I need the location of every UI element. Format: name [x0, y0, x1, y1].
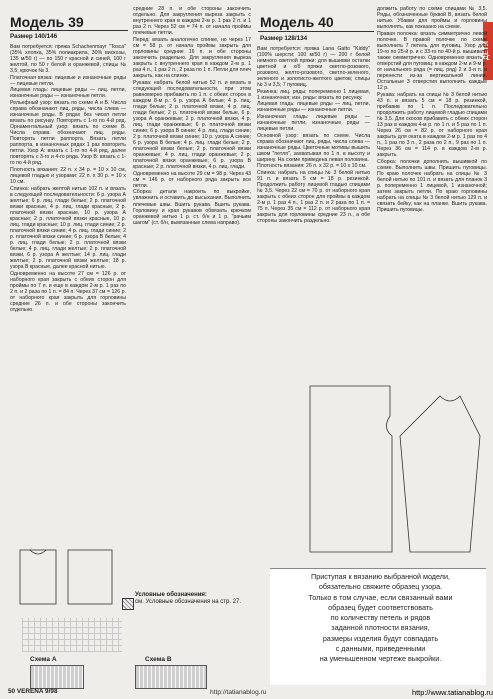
schema-a-chart: [30, 665, 84, 689]
model-39-title: Модель 39: [10, 14, 84, 30]
note-line: с данными, приведенными: [335, 644, 426, 654]
schema-b-chart: [135, 665, 207, 689]
paragraph: Одновременно на высоте 27 см = 126 р. от наборного края закрыть с обеих сторон для проймы по 7 п. и еще в каждом 2-м р. 1 раз по 2 п. и 2 раза по 1 п. = 84 п. Через 37 см = 126 р. от наборного края закрыть для горловины средние 26 п. и обе стороны закончить отдельно.: [10, 270, 126, 314]
sweater-pattern-diagram: [10, 546, 122, 608]
model-39-instructions: [10, 44, 126, 540]
paragraph: Лицевая гладь: лицевые ряды — лиц. петли, изнаночные ряды — изнаночные петли.: [257, 101, 370, 114]
note-line: Только в том случае, если связанный вами: [308, 592, 453, 602]
paragraph: Спинка: набрать на спицы № 3 белой нитью 91 п. и вязать 5 см = 18 р. резинкой. Продолжить работу лицевой гладью спицами № 3,5. Через 22 см = 70 р. от наборного края закрыть с обеих сторон для проймы в каждом 2-м р. 1 раз 4 п., 1 раз 2 п. и 2 раза по 1 п. = 75 п. Через 35 см = 112 р. от наборного края закрыть для горловины средние 23 п., а обе стороны закончить раздельно.: [257, 169, 370, 225]
schema-a-label: Схема А: [30, 656, 57, 663]
note-line: на уменьшенном чертеже выкройки.: [319, 654, 442, 664]
paragraph: Перед: вязать аналогично спинке, но через 17 см = 58 р. от начала проймы закрыть для горловины средние 16 п. и обе стороны закончить раздельно. Для закругления выреза закрыть с внутреннего края в каждом 2-м р. 1 раз 4 п., 1 раз 2 п., 2 раза по 1 п. Петли для плеч закрыть, как на спинке.: [133, 36, 251, 80]
paragraph: Одновременно на высоте 29 см = 98 р. Через 43 см = 146 р. от наборного ряда закрыть все петли.: [133, 170, 251, 189]
paragraph: Вам потребуется: пряжа Lana Gatto "Kiddy" (100% шерсти; 100 м/50 г) — 200 г белой немного светлой пряжи: для вышивки остатки цветной и х/б пряжи светло-розового, розового, желто-розового, светло-зеленого, зеленого и золотисто-желтого цветов; спицы № 3 и 3,5; 7 пуговиц.: [257, 46, 370, 89]
paragraph: Спинка: набрать желтой нитью 102 п. и вязать в следующей последовательности: 6 р. узора А желтые; 6 р. лиц. глади белые; 2 р. платочной вязки красные, 4 р. лиц. глади красные, 2 р. платочной вязки красные, 10 р. узора А красные; 2 р. платочной вязки красные, 10 р. лиц. глади красные; 10 р. лиц. глади синие; 2 р. платочной вязки синие; 4 р. лиц. глади синие; 2 р. платочной вязки синие; 6 р. узора В белые; 4 р. лиц. глади белые; 2 р. платочной вязки белые; 4 р. лиц. глади желтые; 2 р. платочной вязки, 6 р. узора А желтые; 14 р. лиц. глади желтые; 2 р. платочной вязки желтые; 18 р. узора В красные, далее красной нитью.: [10, 185, 126, 271]
legend-text: см. Условные обозначения на стр. 27.: [135, 599, 242, 605]
paragraph: Вам потребуется: пряжа Schachenmayr "Tosca" (35% хлопка, 35% полиакрила, 30% вискозы, 135 м/50 г) — по 150 г красной и синей, 100 г желтой, по 50 г белой и оранжевой, спицы № 3,5; крючок № 3.: [10, 44, 126, 75]
cardigan-pattern-diagram: [300, 376, 490, 562]
legend-symbol-icon: [122, 598, 134, 610]
paragraph: должить работу по схеме спицами № 3,5. Ряды, обозначенные буквой В, вязать белой нитью. Убавки для проймы и горловины выполнять, как показано на схеме.: [377, 6, 487, 31]
paragraph: Плотность вязания: 22 п. х 34 р. = 10 х 10 см, лицевой гладью и узорами: 22 п. х 30 р. = 10 х 10 см.: [10, 166, 126, 186]
note-line: заданной плотности вязания,: [331, 623, 430, 633]
paragraph: Рукава: набрать на спицы № 3 белой нитью 43 п. и вязать 5 см = 18 р. резинкой, прибавив по 1 п. Последовательно продолжить работу лицевой гладью спицами № 3,5. Для скосов прибавить с обеих сторон 13 раз в каждом 4-м р. по 1 п. и 5 раз по 1 п. Через 26 см = 82 р. от наборного края закрыть для оката в каждом 2-м р. 1 раз по 4 п., 1 раз по 3 п., 2 раза по 2 п., 9 раз по 1 п. Через 36 см = 114 р. в каждом 2-м р. закрыть.: [377, 91, 487, 159]
model-40-instructions: [257, 46, 370, 364]
paragraph: Изнаночная гладь: лицевые ряды — изнаночные петли, изнаночные ряды — лицевые петли.: [257, 114, 370, 133]
watermark-url-right[interactable]: http://www.tatianablog.ru: [412, 688, 493, 697]
legend-title: Условные обозначения:: [135, 592, 207, 598]
note-line: образец будет соответствовать: [328, 602, 433, 612]
schema-b-label: Схема В: [145, 656, 172, 663]
gauge-note: [278, 572, 483, 665]
note-line: по количеству петель и рядов: [330, 613, 431, 623]
paragraph: Основной узор: вязать по схеме. Числа справа обозначают лиц. ряды, числа слева — изнаночные ряды. Цветочные мотивы вышить швом "петля", захватывая по 1 п. в высоту и ширину. На схеме приведена левая половина.: [257, 132, 370, 163]
paragraph: Рукава: набрать белой нитью 52 п. и вязать в следующей последовательности, при этом равномерно прибавить по 1 п. с обеих сторон в каждом 8-м р.: 6 р. узора А белые; 4 р. лиц. глади белые; 2 р. платочной вязки, 4 р. лиц. глади белые; 2 р. платочной вязки белые, 6 р. узора А оранжевые; 2 р. платочной вязки, 4 р. лиц. глади оранжевые; 6 р. платочной вязки синие; 6 р. узора В синие; 4 р. лиц. глади синие; 2 р. платочной вязки синие; 10 р. узора А синие; 6 р. узора В белые; 4 р. лиц. глади белые; 2 р. платочной вязки белые; 2 р. платочной вязки оранжевые; 4 р. лиц. глади оранжевые; 2 р. платочной вязки оранжевые; 6 р. узора В красные; 2 р. платочной вязки, 4 р. лиц. глади.: [133, 79, 251, 171]
chart-grid: [22, 618, 122, 652]
model-39-size: Размер 140/146: [10, 33, 58, 40]
note-line: обязательно свяжите образец узора.: [318, 582, 443, 592]
header-rule-right: [258, 31, 374, 32]
paragraph: Резинка: лиц. ряды: попеременно 1 лицевая, 1 изнаночная; изн. ряды: вязать по рисунку.: [257, 88, 370, 101]
paragraph: средние 28 п. и обе стороны закончить отдельно. Для закругления выреза закрыть с внутреннего края в каждом 2-м р. 1 раз 2 п. и 1 раз 2 п. Через 52 см = 74 п. от начала проймы плечевые петли.: [133, 6, 251, 37]
paragraph: Лицевая гладь: лицевые ряды — лиц. петли, изнаночные ряды — изнаночные петли.: [10, 87, 126, 100]
section-tab-label: ДЕТИ: [483, 41, 490, 61]
note-line: размеры изделия будут совпадать: [322, 633, 439, 643]
model-40-title: Модель 40: [260, 14, 334, 30]
page-footer: 50 VERENA 9/98: [8, 688, 58, 695]
paragraph: Сборка: детали накроить по выкройке, увлажнить и оставить до высыхания. Выполнить плечевые швы. Вшить рукава. Вшить рукава. Горловину и края рукавов обвязать крючком оранжевой нитью 1 р. ст. б/н и 1 р. "рачьим шагом" (ст. б/н, вывязанные слева направо).: [133, 189, 251, 226]
header-rule-left: [10, 30, 128, 31]
watermark-url-left[interactable]: http://tatianablog.ru: [210, 689, 267, 696]
paragraph: Сборка: полочки дополнить вышивкой по схеме. Выполнить швы. Пришить пуговицы. По краю полочек набрать на спицы № 3 белой нитью по 101 п. и вязать для планок 3 р. попеременно 1 лицевой, 1 изнаночной; затем закрыть петли. По краю горловины набрать на спицы № 3 белой нитью 129 п. и связать бейку, как на планке. Вшить рукава. Пришить пуговицы.: [377, 158, 487, 214]
paragraph: Платочная вязка: лицевые и изнаночные ряды — лицевые петли.: [10, 74, 126, 87]
model-40-instructions-cont: [377, 6, 487, 384]
note-line: Приступая к вязанию выбранной модели,: [311, 572, 450, 581]
paragraph: Плотность вязания: 26 п. х 32 р. = 10 х 10 см.: [257, 163, 367, 170]
paragraph: Рельефный узор: вязать по схеме А и В. Числа справа обозначают лиц. ряды, числа слева — изнаночные ряды. В рядах без чисел петли вязать по рисунку. Повторять с 1-го по 4-й ряд. Орнаментальный узор: вязать по схеме В. Числа справа обозначают лиц. ряды. Повторять петли раппорта. Вязать петли раппорта, в изнаночных рядах 1 раз повторить петли. Узор А: вязать с 1-го по 4-й ряд, далее повторять с 3-го и 4-го ряда. Узор В: вязать с 1-го по 4-й ряд.: [10, 99, 126, 167]
model-40-size: Размер 128/134: [260, 35, 308, 42]
legend: [135, 592, 253, 606]
model-39-instructions-cont: [133, 6, 251, 586]
paragraph: Правая полочка: вязать симметрично левой полочке. В правой полочке по схеме выполнить 7 петель для пуговиц. Узор для 19-го по 25-й р. и с 33-го по 40-й р. вышивать также симметрично. Одновременно вязать 7 отверстий для пуговиц: в каждом 2-м и 9-м р. от начального ряда (= лиц. ряд) 2 и 3-я п. и перенести из-за вертикальной линии. Остальные 3 отверстия выполнить каждые 12 р.: [377, 30, 487, 92]
